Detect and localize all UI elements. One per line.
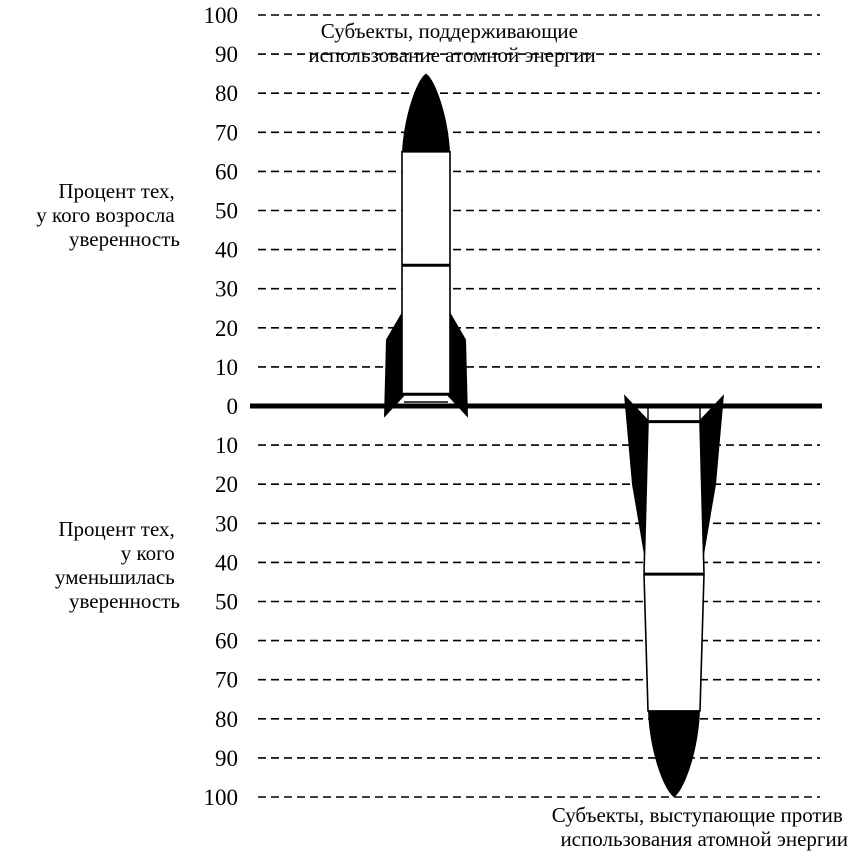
rocket-nose — [402, 74, 450, 152]
tick-label: 50 — [215, 589, 238, 615]
tick-label: 60 — [215, 628, 238, 654]
tick-label: 60 — [215, 159, 238, 185]
lower-axis-label-line: уверенность — [68, 589, 180, 613]
tick-label: 20 — [215, 315, 238, 341]
upper-axis-label-line: Процент тех, — [58, 179, 175, 203]
upper-axis-label-line: у кого возросла — [36, 203, 175, 227]
lower-axis-label-line: Процент тех, — [58, 517, 175, 541]
tick-labels — [204, 3, 239, 810]
tick-label: 10 — [215, 433, 238, 459]
rocket-fin-left — [384, 312, 404, 418]
rocket-body — [402, 152, 450, 394]
rocket-fin-right — [448, 312, 468, 418]
tick-label: 80 — [215, 81, 238, 107]
tick-label: 100 — [203, 785, 238, 810]
tick-label: 30 — [215, 276, 238, 302]
supporters-label — [308, 19, 595, 67]
tick-label: 20 — [215, 472, 238, 498]
upper-axis-label-line: уверенность — [68, 227, 180, 251]
upper-axis-label — [36, 179, 180, 251]
tick-label: 100 — [203, 3, 238, 28]
lower-axis-label-line: у кого — [120, 541, 175, 565]
supporters-rocket — [384, 74, 468, 418]
tick-label: 90 — [215, 745, 238, 771]
rocket-nose — [648, 711, 700, 797]
tick-label: 80 — [215, 706, 238, 732]
tick-label: 40 — [215, 237, 238, 263]
lower-axis-label-line: уменьшилась — [54, 565, 175, 589]
supporters-label-line: использование атомной энергии — [308, 43, 596, 67]
tick-label: 70 — [215, 667, 238, 693]
opponents-label-line: использования атомной энергии — [560, 827, 848, 851]
tick-label: 10 — [215, 354, 238, 380]
opponents-rocket — [624, 394, 724, 797]
tick-label: 30 — [215, 511, 238, 537]
tick-label: 70 — [215, 120, 238, 146]
tick-label: 90 — [215, 42, 238, 68]
tick-label: 40 — [215, 550, 238, 576]
opponents-label-line: Субъекты, выступающие против — [551, 803, 843, 827]
grid-layer — [250, 15, 822, 797]
opponents-label — [552, 803, 848, 851]
tick-label: 50 — [215, 198, 238, 224]
rocket-body — [644, 422, 704, 711]
tick-label: 0 — [226, 394, 238, 419]
supporters-label-line: Субъекты, поддерживающие — [320, 19, 578, 43]
lower-axis-label — [55, 517, 180, 613]
